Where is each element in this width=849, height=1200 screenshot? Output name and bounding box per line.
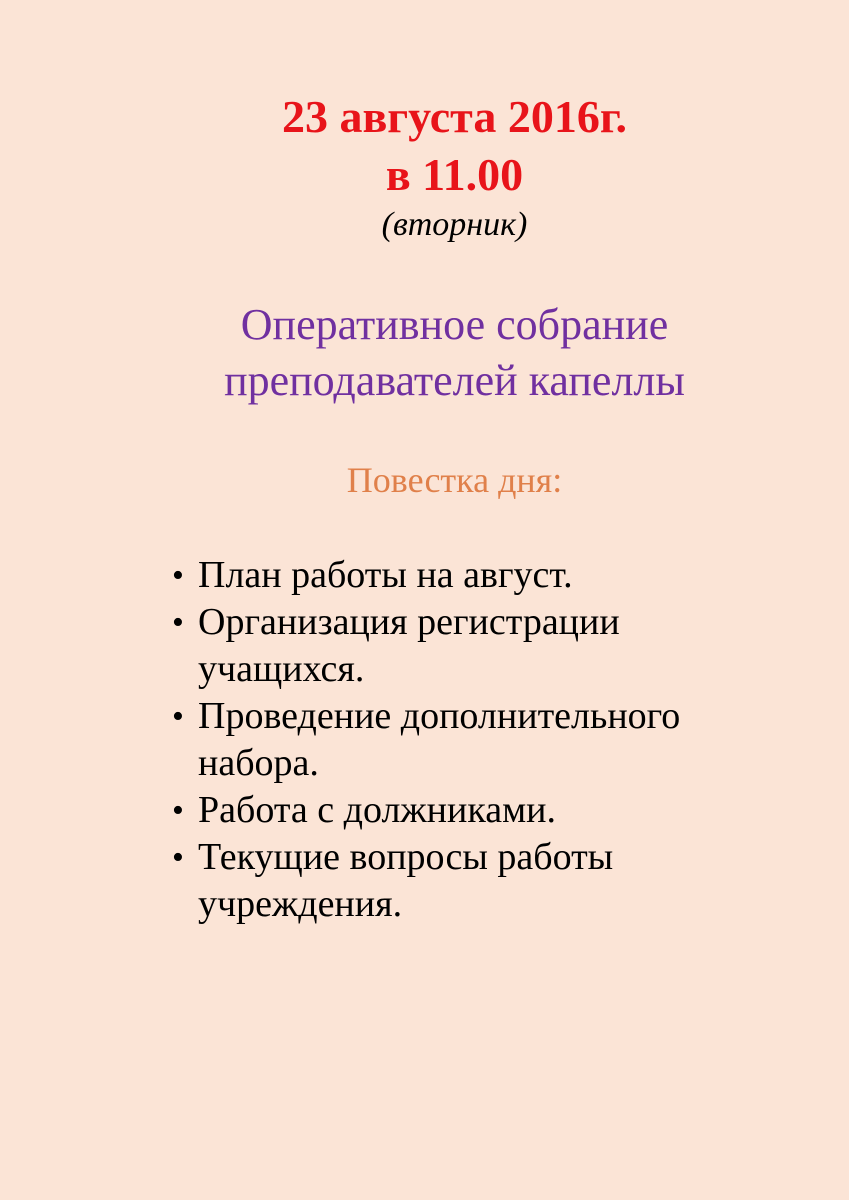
- agenda-list: [172, 552, 792, 928]
- agenda-item: [172, 599, 792, 693]
- meeting-title-line-1: Оперативное собрание: [240, 300, 669, 349]
- agenda-item: [172, 552, 792, 599]
- agenda-item-text: Организация регистрации учащихся.: [198, 601, 620, 690]
- bullet-icon: •: [172, 557, 184, 594]
- meeting-title-line-2: преподавателей капеллы: [224, 356, 685, 405]
- bullet-icon: •: [172, 698, 184, 735]
- bullet-icon: •: [172, 792, 184, 829]
- agenda-item-text: Текущие вопросы работы учреждения.: [198, 836, 614, 925]
- agenda-item-text: Проведение дополнительного набора.: [198, 695, 681, 784]
- agenda-heading: Повестка дня:: [346, 460, 563, 500]
- agenda-item-text: Работа с должниками.: [198, 789, 556, 831]
- agenda-item: [172, 834, 792, 928]
- agenda-item-text: План работы на август.: [198, 554, 573, 596]
- meeting-weekday: (вторник): [381, 206, 528, 243]
- bullet-icon: •: [172, 839, 184, 876]
- meeting-time: в 11.00: [385, 149, 524, 200]
- meeting-title: [0, 297, 849, 409]
- agenda-item: [172, 787, 792, 834]
- bullet-icon: •: [172, 604, 184, 641]
- meeting-date: 23 августа 2016г.: [281, 91, 628, 142]
- agenda-item: [172, 693, 792, 787]
